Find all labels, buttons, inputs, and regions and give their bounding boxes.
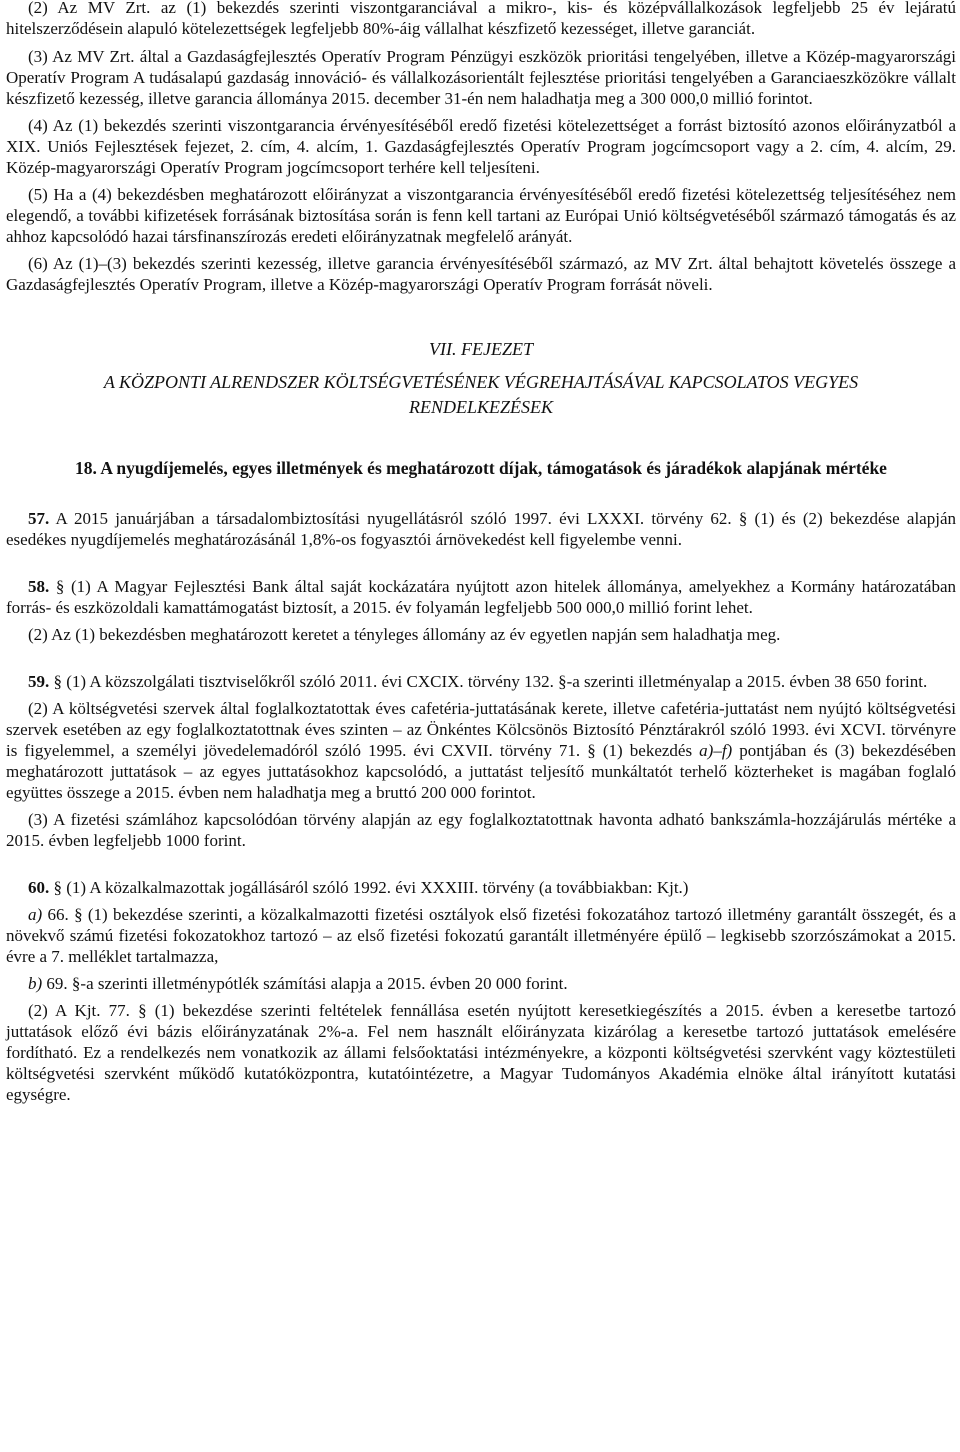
paragraph-number: 59. — [28, 672, 50, 691]
paragraph-60-a — [6, 904, 956, 967]
paragraph-text: 69. §-a szerinti illetménypótlék számítási alapja a 2015. évben 20 000 forint. — [42, 974, 568, 993]
paragraph-6: (6) Az (1)–(3) bekezdés szerinti kezesség, illetve garancia érvényesítéséből származó, az MV Zrt. által behajtott követelés összege a Gazdaságfejlesztés Operatív Program, illetve a Közép-magyarországi Operatív Program forrását növeli. — [6, 254, 956, 294]
paragraph-3: (3) Az MV Zrt. által a Gazdaságfejlesztés Operatív Program Pénzügyi eszközök prioritási tengelyében, illetve a Közép-magyarországi Operatív Program A tudásalapú gazdaság innováció- és vállalkozásorientált fejlesztése prioritási tengelyében a Garanciaeszközökre vállalt készfizető kezesség, illetve garancia állománya 2015. december 31-én nem haladhatja meg a 300 000,0 millió forintot. — [6, 47, 956, 108]
italic-ref: a)–f) — [699, 741, 733, 760]
paragraph-number: 58. — [28, 577, 50, 596]
paragraph-text: § (1) A közszolgálati tisztviselőkről szóló 2011. évi CXCIX. törvény 132. §-a szerinti illetményalap a 2015. évben 38 650 forint. — [49, 672, 928, 691]
paragraph-number: 60. — [28, 878, 50, 897]
paragraph-text: § (1) A közalkalmazottak jogállásáról szóló 1992. évi XXXIII. törvény (a továbbiakban: Kjt.) — [49, 878, 689, 897]
chapter-label: VII. FEJEZET — [429, 339, 533, 359]
paragraph-text: (2) A költségvetési szervek által foglalkoztatottak éves cafetéria-juttatásának kerete, illetve cafetéria-juttatást nem nyújtó költségvetési szervek esetében az egy foglalkoztatottnak éves szinten – az Önkéntes Kölcsönös Biztosító Pénztárakról szóló 1993. évi XCVI. törvényre is figyelemmel, a személyi jövedelemadóról szóló 1995. évi CXVII. törvény 71. § (1) bekezdés — [6, 699, 956, 760]
paragraph-58 — [6, 576, 956, 618]
paragraph-57 — [6, 508, 956, 550]
section-title: 18. A nyugdíjemelés, egyes illetmények és meghatározott díjak, támogatások és járadékok alapjának mértéke — [75, 458, 887, 478]
paragraph-59 — [6, 671, 956, 692]
paragraph-5: (5) Ha a (4) bekezdésben meghatározott előirányzat a viszontgarancia érvényesítéséből eredő fizetési kötelezettség teljesítéséhez nem elegendő, a további kifizetések forrásának biztosítása során is fenn kell tartani az Európai Unió költségvetéséből származó támogatás és az ahhoz kapcsolódó hazai társfinanszírozás eredeti előirányzatnak megfelelő arányát. — [6, 185, 956, 246]
paragraph-text: A 2015 januárjában a társadalombiztosítási nyugellátásról szóló 1997. évi LXXXI. törvény 62. § (1) és (2) bekezdése alapján esedékes nyugdíjemelés meghatározásánál 1,8%-os fogyasztói árnövekedést kell figyelembe venni. — [6, 509, 956, 549]
paragraph-60-b — [6, 973, 956, 994]
paragraph-59-2 — [6, 698, 956, 803]
paragraph-text: pontjában és (3) bekezdésében meghatározott juttatások – az egyes juttatásokhoz kapcsolódó, a juttatást teljesítő munkáltatót terhelő közterheket is magában foglaló együttes összege a 2015. évben nem haladhatja meg a bruttó 200 000 forintot. — [6, 741, 956, 802]
point-label: b) — [28, 974, 43, 993]
paragraph-60-2: (2) A Kjt. 77. § (1) bekezdése szerinti feltételek fennállása esetén nyújtott keresetkiegészítés a 2015. évben a keresetbe tartozó juttatások előző évi bázis előirányzatának 2%-a. Fel nem használt előirányzata kizárólag a keresetbe tartozó juttatások emelésére fordítható. Ez a rendelkezés nem vonatkozik az állami felsőoktatási intézményekre, a központi költségvetési szervként vagy köztestületi költségvetési szervként működő kutatóközpontra, kutatóintézetre, a Magyar Tudományos Akadémia elnöke által irányított kutatási egységre. — [6, 1001, 956, 1104]
paragraph-text: 66. § (1) bekezdése szerinti, a közalkalmazotti fizetési osztályok első fizetési fokozatához tartozó illetmény garantált összegét, és a növekvő számú fizetési fokozatokhoz tartozó – az első fizetési fokozatú garantált illetményére épülő – legkisebb szorzószámokat a 2015. évre a 7. melléklet tartalmazza, — [6, 905, 956, 966]
chapter-title: A KÖZPONTI ALRENDSZER KÖLTSÉGVETÉSÉNEK VÉGREHAJTÁSÁVAL KAPCSOLATOS VEGYES RENDELKEZÉSEK — [103, 372, 859, 417]
paragraph-number: 57. — [28, 509, 50, 528]
paragraph-60 — [6, 877, 956, 898]
paragraph-58-2: (2) Az (1) bekezdésben meghatározott keretet a tényleges állomány az év egyetlen napján sem haladhatja meg. — [28, 625, 781, 644]
paragraph-text: § (1) A Magyar Fejlesztési Bank által saját kockázatára nyújtott azon hitelek állománya, amelyekhez a Kormány határozatában forrás- és eszközoldali kamattámogatást biztosít, a 2015. év folyamán legfeljebb 500 000,0 millió forint lehet. — [6, 577, 956, 617]
paragraph-4: (4) Az (1) bekezdés szerinti viszontgarancia érvényesítéséből eredő fizetési kötelezettséget a forrást biztosító azonos előirányzatból a XIX. Uniós Fejlesztések fejezet, 2. cím, 4. alcím, 1. Gazdaságfejlesztés Operatív Program jogcímcsoport vagy a 2. cím, 4. alcím, 29. Közép-magyarországi Operatív Program jogcímcsoport terhére kell teljesíteni. — [6, 116, 956, 177]
paragraph-2: (2) Az MV Zrt. az (1) bekezdés szerinti viszontgaranciával a mikro-, kis- és középvállalkozások legfeljebb 25 év lejáratú hitelszerződésein alapuló kötelezettségek legfeljebb 80%-áig vállalhat készfizető kezességet, illetve garanciát. — [6, 0, 956, 38]
point-label: a) — [28, 905, 43, 924]
paragraph-59-3: (3) A fizetési számlához kapcsolódóan törvény alapján az egy foglalkoztatottnak havonta adható bankszámla-hozzájárulás mértéke a 2015. évben legfeljebb 1000 forint. — [6, 810, 956, 850]
